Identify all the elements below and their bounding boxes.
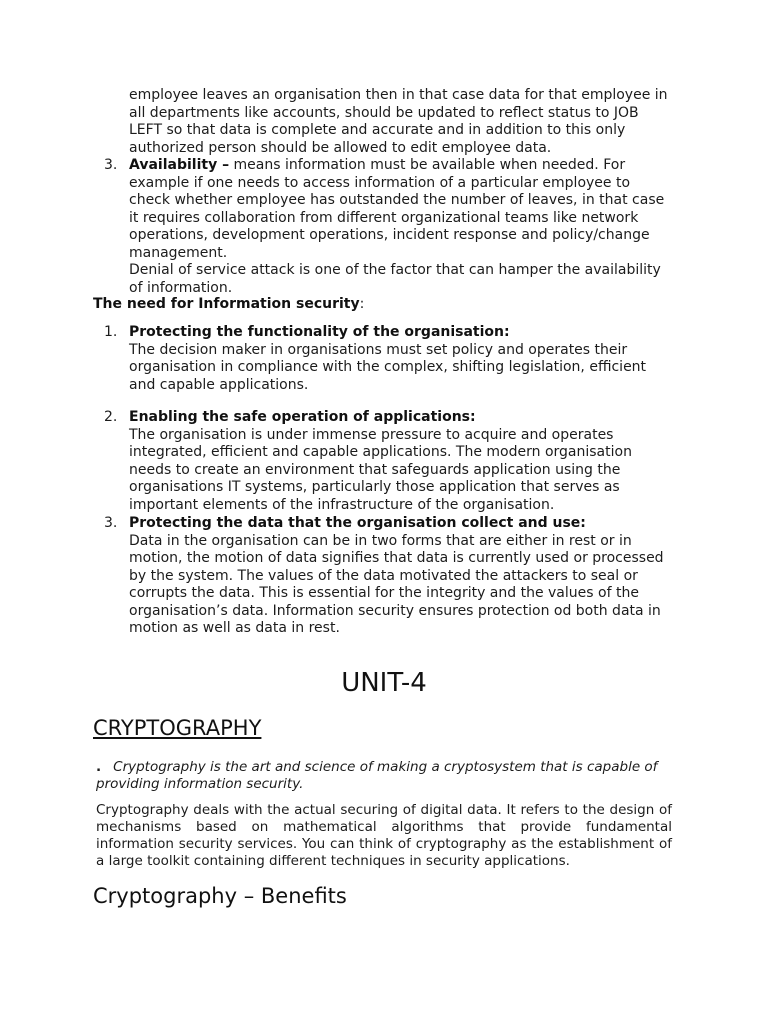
need-item-text: Data in the organisation can be in two forms that are either in rest or in motion, the motion of data signifies that data is currently used or processed by the system. The values of the data motivated the attackers to seal or corrupts the data. This is essential for the integrity and the values of the organisation’s data. Information security ensures protection od both data in motion as well as data in rest. xyxy=(129,532,664,636)
unit-title: UNIT-4 xyxy=(341,668,427,698)
need-item-title: Enabling the safe operation of applications: xyxy=(129,409,476,425)
cryptography-paragraph: Cryptography deals with the actual securing of digital data. It refers to the design of mechanisms based on mathematical algorithms that provide fundamental information security services. You can think of cryptography as the establishment of a large toolkit containing different techniques in security applications. xyxy=(96,802,672,869)
availability-text: means information must be available when needed. For example if one needs to access information of a particular employee to check whether employee has outstanded the number of leaves, in that case it requires collaboration from different organizational teams like network operations, development operations, incident response and policy/change management. xyxy=(129,157,665,261)
subheading-benefits: Cryptography – Benefits xyxy=(93,884,347,908)
need-item-2 xyxy=(129,409,674,514)
need-item-title: Protecting the data that the organisation collect and use: xyxy=(129,515,586,531)
list-number: 2. xyxy=(104,409,118,425)
need-heading-colon: : xyxy=(359,296,365,312)
list-number: 3. xyxy=(104,515,118,531)
need-heading xyxy=(93,296,364,314)
need-item-text: The decision maker in organisations must set policy and operates their organisation in compliance with the complex, shifting legislation, efficient and capable applications. xyxy=(129,341,647,393)
need-item-title: Protecting the functionality of the organisation: xyxy=(129,324,510,340)
intro-bullet: . xyxy=(96,759,102,775)
availability-extra: Denial of service attack is one of the factor that can hamper the availability of information. xyxy=(129,262,661,296)
list-number: 1. xyxy=(104,324,118,340)
list-number: 3. xyxy=(104,157,118,173)
availability-term: Availability – xyxy=(129,157,230,173)
section-title: CRYPTOGRAPHY xyxy=(93,716,262,740)
need-heading-text: The need for Information security xyxy=(93,296,360,312)
need-item-text: The organisation is under immense pressure to acquire and operates integrated, efficient and capable applications. The modern organisation needs to create an environment that safeguards application using the organisations IT systems, particularly those application that serves as important elements of the infrastructure of the organisation. xyxy=(129,426,632,513)
need-item-1 xyxy=(129,324,674,394)
need-item-3 xyxy=(129,515,674,638)
intro-text: Cryptography is the art and science of making a cryptosystem that is capable of providing information security. xyxy=(96,759,658,792)
intro-paragraph xyxy=(96,759,674,793)
list-item-2-continuation: employee leaves an organisation then in that case data for that employee in all departments like accounts, should be updated to reflect status to JOB LEFT so that data is complete and accurate and in addition to this only authorized person should be allowed to edit employee data. xyxy=(129,87,668,156)
availability-item xyxy=(129,157,674,297)
